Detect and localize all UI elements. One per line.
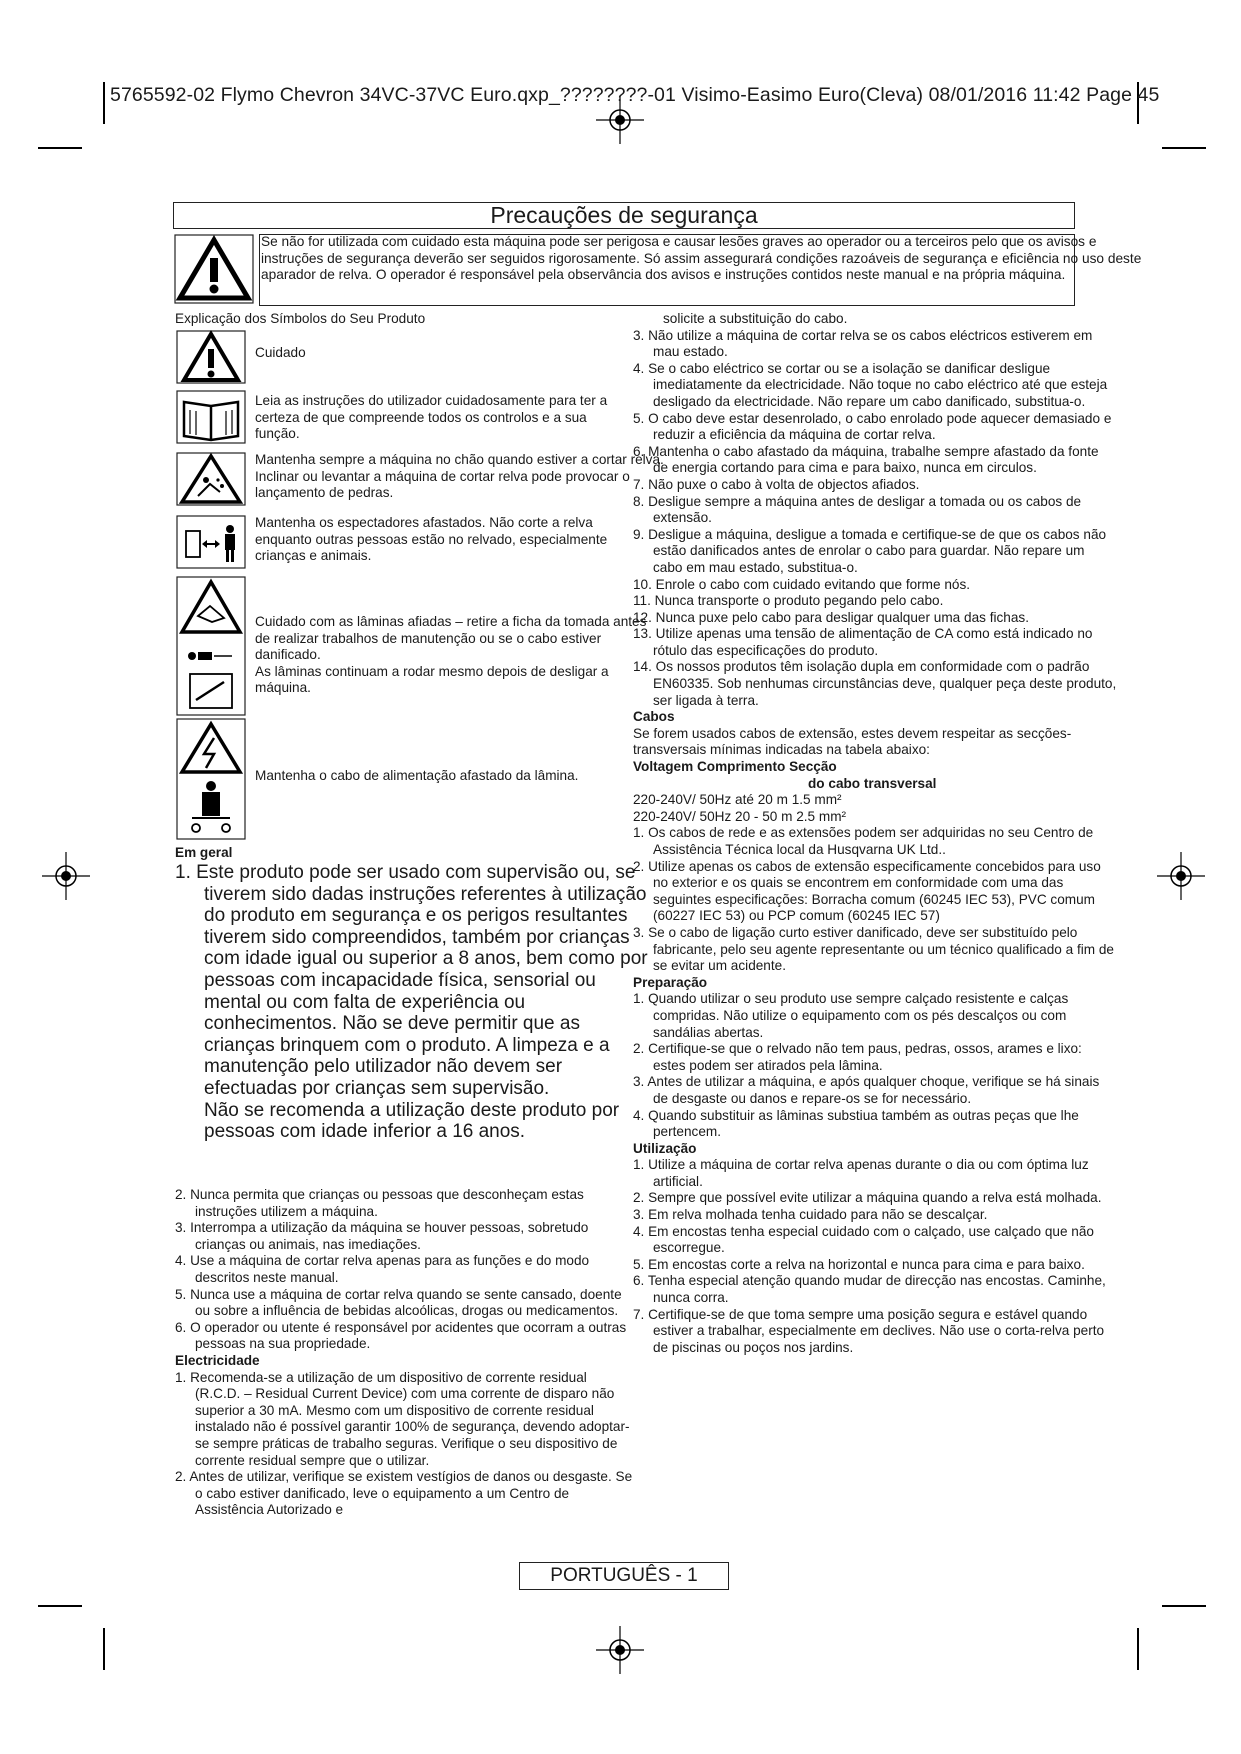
list-item: 4. Em encostas tenha especial cuidado com o calçado, use calçado que não escorregue.: [633, 1223, 1094, 1256]
warning-triangle-icon: [174, 234, 254, 304]
list-item: 8. Desligue sempre a máquina antes de desligar a tomada ou os cabos de extensão.: [633, 493, 1082, 526]
crop-mark: [38, 147, 82, 149]
list-item: 14. Os nossos produtos têm isolação dupla em conformidade com o padrão EN60335. Sob nenhumas circunstâncias deve, qualquer peça deste produto, ser ligada à terra.: [633, 659, 1117, 708]
list-item: 4. Quando substituir as lâminas substiua também as outras peças que lhe pertencem.: [633, 1107, 1079, 1140]
cable-hazard-icon: [176, 718, 246, 840]
preparation-heading: Preparação: [633, 974, 708, 990]
intro-text: Se não for utilizada com cuidado esta máquina pode ser perigosa e causar lesões graves ao operador ou a terceiros pelo que os avisos e instruções de segurança deverão ser seguidos rigorosamente. Só assim assegurará condições razoáveis de segurança e eficiência no uso deste aparador de relva. O operador é responsável pela observância dos avisos e instruções contidos neste manual e na própria máquina.: [261, 234, 1142, 283]
sharp-blades-icon: [176, 576, 246, 716]
list-item: 2. Sempre que possível evite utilizar a máquina quando a relva está molhada.: [633, 1190, 1102, 1206]
symbol-label-manual: Leia as instruções do utilizador cuidadosamente para ter a certeza de que compreende todos os controlos e a sua função.: [255, 393, 608, 442]
list-item: 2. Nunca permita que crianças ou pessoas que desconheçam estas instruções utilizem a máquina.: [175, 1187, 584, 1219]
page-title: Precauções de segurança: [173, 202, 1075, 229]
list-item: 7. Não puxe o cabo à volta de objectos afiados.: [633, 476, 920, 492]
symbol-label-blades-text: Cuidado com as lâminas afiadas – retire a ficha da tomada antes de realizar trabalhos de manutenção ou se o cabo estiver danificado.: [255, 614, 647, 663]
crop-mark: [1162, 1605, 1206, 1607]
list-item: 6. Tenha especial atenção quando mudar de direcção nas encostas. Caminhe, nunca corra.: [633, 1273, 1106, 1306]
list-item: 6. O operador ou utente é responsável por acidentes que ocorram a outras pessoas na sua propriedade.: [175, 1319, 627, 1352]
symbol-label-bystanders: Mantenha os espectadores afastados. Não corte a relva enquanto outras pessoas estão no relvado, especialmente crianças e animais.: [255, 515, 608, 564]
list-item: 3. Não utilize a máquina de cortar relva se os cabos eléctricos estiverem em mau estado.: [633, 327, 1093, 360]
list-item: 1. Utilize a máquina de cortar relva apenas durante o dia ou com óptima luz artificial.: [633, 1157, 1089, 1189]
cables-table-header: Voltagem Comprimento Secção: [633, 759, 837, 775]
list-item: 3. Antes de utilizar a máquina, e após qualquer choque, verifique se há sinais de desgaste ou danos e repare-os se for necessário.: [633, 1074, 1100, 1106]
general-heading: Em geral: [175, 845, 233, 860]
symbol-label-caution: Cuidado: [255, 345, 306, 360]
list-item: 3. Se o cabo de ligação curto estiver danificado, deve ser substituído pelo fabricante, pelo seu agente representante ou um técnico qualificado a fim de se evitar um acidente.: [633, 924, 1114, 974]
right-column: [633, 311, 1117, 1356]
list-item: 11. Nunca transporte o produto pegando pelo cabo.: [633, 593, 944, 609]
general-item-1: [175, 862, 649, 1143]
list-item: 1. Quando utilizar o seu produto use sempre calçado resistente e calças compridas. Não utilize o equipamento com os pés descalços ou com sandálias abertas.: [633, 991, 1069, 1040]
crop-mark: [1137, 1628, 1139, 1670]
registration-mark-icon: [1157, 852, 1205, 900]
general-item-1-text: 1. Este produto pode ser usado com supervisão ou, se tiverem sido dadas instruções referentes à utilização do produto em segurança e os perigos resultantes tiverem sido compreendidos, também por crianças com idade igual ou superior a 8 anos, bem como por pessoas com incapacidade física, sensorial ou mental ou com falta de experiência ou conhecimentos. Não se deve permitir que as crianças brinquem com o produto. A limpeza e a manutenção pelo utilizador não devem ser efectuadas por crianças sem supervisão.: [175, 862, 648, 1099]
symbols-heading: Explicação dos Símbolos do Seu Produto: [175, 311, 426, 326]
cables-heading: Cabos: [633, 709, 675, 725]
crop-mark: [38, 1605, 82, 1607]
list-item: 2. Certifique-se que o relvado não tem paus, pedras, ossos, arames e lixo: estes podem ser atirados pela lâmina.: [633, 1041, 1082, 1073]
list-item: 5. Nunca use a máquina de cortar relva quando se sente cansado, doente ou sobre a influência de bebidas alcoólicas, drogas ou medicamentos.: [175, 1286, 622, 1319]
electricity-continued: solicite a substituição do cabo.: [663, 311, 848, 326]
read-manual-icon: [176, 390, 246, 444]
list-item: 3. Interrompa a utilização da máquina se houver pessoas, sobretudo crianças ou animais, nas imediações.: [175, 1220, 589, 1252]
symbol-label-stones: Mantenha sempre a máquina no chão quando estiver a cortar relva. Inclinar ou levantar a máquina de cortar relva pode provocar o lançamento de pedras.: [255, 452, 664, 501]
table-row: 220-240V/ 50Hz até 20 m 1.5 mm²: [633, 792, 842, 808]
use-heading: Utilização: [633, 1140, 697, 1156]
list-item: 13. Utilize apenas uma tensão de alimentação de CA como está indicado no rótulo das especificações do produto.: [633, 626, 1093, 658]
registration-mark-icon: [596, 1626, 644, 1674]
electricity-heading: Electricidade: [175, 1352, 260, 1368]
list-item: 12. Nunca puxe pelo cabo para desligar qualquer uma das fichas.: [633, 609, 1029, 625]
symbol-label-blades-rotating: As lâminas continuam a rodar mesmo depois de desligar a máquina.: [255, 663, 609, 696]
list-item: 9. Desligue a máquina, desligue a tomada e certifique-se de que os cabos não estão danificados antes de enrolar o cabo para guardar. Não repare um cabo em mau estado, substitua-o.: [633, 526, 1107, 575]
caution-icon: [176, 330, 246, 384]
list-item: 7. Certifique-se de que toma sempre uma posição segura e estável quando estiver a trabalhar, especialmente em declives. Não use o corta-relva perto de piscinas ou poços nos jardins.: [633, 1306, 1105, 1355]
symbol-label-blades: [255, 614, 650, 697]
general-item-1b-text: Não se recomenda a utilização deste produto por pessoas com idade inferior a 16 anos.: [204, 1099, 620, 1143]
list-item: 2. Antes de utilizar, verifique se existem vestígios de danos ou desgaste. Se o cabo estiver danificado, leve o equipamento a um Centro de Assistência Autorizado e: [175, 1469, 633, 1518]
general-list: [175, 1187, 635, 1519]
bystanders-icon: [176, 515, 246, 569]
list-item: 5. Em encostas corte a relva na horizontal e nunca para cima e para baixo.: [633, 1256, 1085, 1272]
list-item: 2. Utilize apenas os cabos de extensão especificamente concebidos para uso no exterior e os quais se encontrem em conformidade com uma das seguintes especificações: Borracha comum (60245 IEC 53), PVC comum (60227 IEC 53) ou PCP comum (60245 IEC 57): [633, 858, 1101, 924]
cables-table-header-2: do cabo transversal: [808, 775, 937, 791]
list-item: 5. O cabo deve estar desenrolado, o cabo enrolado pode aquecer demasiado e reduzir a eficiência da máquina de cortar relva.: [633, 410, 1112, 443]
crop-mark: [103, 1628, 105, 1670]
list-item: 4. Use a máquina de cortar relva apenas para as funções e do modo descritos neste manual.: [175, 1253, 590, 1285]
list-item: 1. Os cabos de rede e as extensões podem ser adquiridas no seu Centro de Assistência Técnica local da Husqvarna UK Ltd..: [633, 825, 1094, 857]
crop-mark: [103, 82, 105, 124]
print-slug: 5765592-02 Flymo Chevron 34VC-37VC Euro.qxp_????????-01 Visimo-Easimo Euro(Cleva) 08/01/2016 11:42 Page 45: [110, 84, 1160, 106]
list-item: 3. Em relva molhada tenha cuidado para não se descalçar.: [633, 1207, 988, 1223]
list-item: 1. Recomenda-se a utilização de um dispositivo de corrente residual (R.C.D. – Residual Current Device) com uma corrente de disparo não superior a 30 mA. Mesmo com um dispositivo de corrente residual instalado não é possível garantir 100% de segurança, devendo adoptar-se sempre práticas de trabalho seguras. Verifique o seu dispositivo de corrente residual sempre que o utilizar.: [175, 1369, 630, 1468]
page-footer: PORTUGUÊS - 1: [519, 1562, 729, 1590]
crop-mark: [1162, 147, 1206, 149]
list-item: 6. Mantenha o cabo afastado da máquina, trabalhe sempre afastado da fonte de energia cortando para cima e para baixo, nunca em circulos.: [633, 443, 1099, 476]
thrown-objects-icon: [176, 452, 246, 506]
table-row: 220-240V/ 50Hz 20 - 50 m 2.5 mm²: [633, 808, 847, 824]
cables-intro: Se forem usados cabos de extensão, estes devem respeitar as secções-transversais mínimas indicadas na tabela abaixo:: [633, 725, 1072, 758]
list-item: 4. Se o cabo eléctrico se cortar ou se a isolação se danificar desligue imediatamente da electricidade. Não toque no cabo eléctrico até que esteja desligado da electricidade. Não repare um cabo danificado, substitua-o.: [633, 360, 1108, 409]
registration-mark-icon: [42, 852, 90, 900]
list-item: 10. Enrole o cabo com cuidado evitando que forme nós.: [633, 576, 971, 592]
symbol-label-cable: Mantenha o cabo de alimentação afastado da lâmina.: [255, 768, 579, 783]
